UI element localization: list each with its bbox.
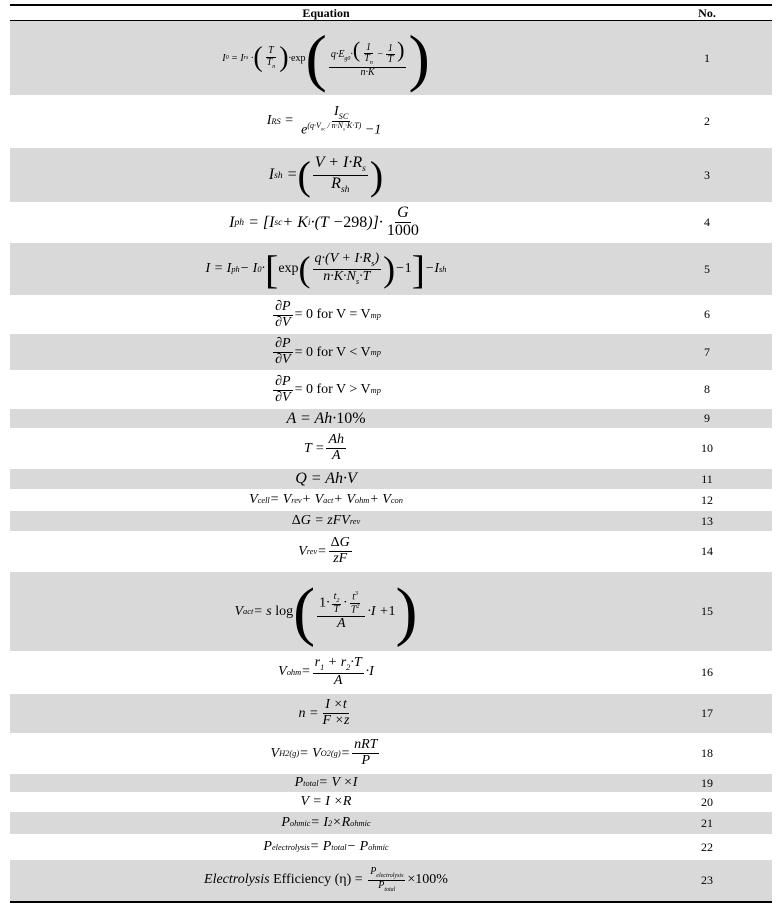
equations-table [10, 4, 772, 903]
equation-12: V cell = V rev + V act + V ohm + V con [10, 490, 642, 511]
table-row [10, 371, 772, 409]
equation-11: Q = Ah·V [10, 469, 642, 490]
equation-9: A = Ah· 10% [10, 409, 642, 429]
equation-number: 4 [642, 203, 772, 243]
equation-number: 18 [642, 734, 772, 774]
equation-number: 3 [642, 148, 772, 203]
header-equation: Equation [10, 5, 642, 21]
equation-14: V rev = $\frac{\Delta G}{zF}$ [10, 532, 642, 572]
eq7-sub: mp [370, 348, 381, 357]
eq8-sub: mp [370, 385, 381, 395]
equation-number: 16 [642, 652, 772, 694]
equation-number: 2 [642, 96, 772, 148]
table-row [10, 734, 772, 774]
eq23-text: Efficiency [273, 872, 332, 888]
table-row [10, 469, 772, 490]
equation-number: 23 [642, 860, 772, 902]
equation-6: $\frac{\partial P}{\partial V}$ = 0 for V = V mp [10, 296, 642, 334]
table-row [10, 860, 772, 902]
equation-18: V H2(g) = V O2(g) = $\frac{\text{nRT}}{P}$ [10, 734, 642, 774]
equation-2: I RS = $\frac{I_{SC}}{e^{(q\cdot V_{oc} / n\cdot N_s\cdot K\cdot T)} -1}$ [10, 96, 642, 148]
equation-1: I 0 = I rs · ( $\frac{T}{T_n}$ ) · exp ( $q\cdot E_{g0}\cdot$( $\frac{1}{T_n}$ − $\frac{1}{T}$ ) n·K ) [10, 21, 642, 96]
equation-13: Δ G = zFV rev [10, 511, 642, 532]
equation-23: Electrolysis Efficiency (η) = $\frac{P_{electrolysis}}{P_{total}}$ ×100% [10, 860, 642, 902]
table-row [10, 511, 772, 532]
equation-10: T = $\frac{Ah}{A}$ [10, 429, 642, 469]
table-row [10, 243, 772, 296]
table-row [10, 694, 772, 734]
equation-number: 8 [642, 371, 772, 409]
equation-number: 19 [642, 774, 772, 793]
table-row [10, 490, 772, 511]
table-row [10, 793, 772, 812]
equation-number: 20 [642, 793, 772, 812]
eq6-condition: = 0 for V = V [294, 307, 371, 322]
equation-number: 11 [642, 469, 772, 490]
header-no: No. [642, 5, 772, 21]
equation-number: 14 [642, 532, 772, 572]
eq23-percent: ×100% [407, 872, 448, 888]
table-row [10, 296, 772, 334]
equation-19: P total = V ×I [10, 774, 642, 793]
equation-number: 22 [642, 835, 772, 860]
equation-16: V ohm = $\frac{r_1 + r_2\cdot T}{A}$ ·I [10, 652, 642, 694]
eq6-sub: mp [370, 310, 381, 320]
equation-number: 1 [642, 21, 772, 96]
equation-15: V act = s log ( 1· $\frac{t_2}{T}$ · $\frac{t^3}{T^2}$ A ·I + 1 ) [10, 572, 642, 652]
equation-4: I ph = [I sc + K i ·(T − 298 )]· $\frac{G}{1000}$ [10, 203, 642, 243]
table-row [10, 334, 772, 371]
equation-number: 17 [642, 694, 772, 734]
equation-17: n = $\frac{I \times t}{F \times z}$ [10, 694, 642, 734]
table-row [10, 429, 772, 469]
equation-22: P electrolysis = P total − P ohmic [10, 835, 642, 860]
table-row [10, 96, 772, 148]
table-row [10, 572, 772, 652]
equation-3: I sh = ( $\frac{V + I\cdot R_s}{R_{sh}}$ ) [10, 148, 642, 203]
table-row [10, 148, 772, 203]
equation-number: 9 [642, 409, 772, 429]
equation-number: 10 [642, 429, 772, 469]
equation-number: 21 [642, 812, 772, 835]
table-row [10, 203, 772, 243]
equation-number: 7 [642, 334, 772, 371]
table-header-row [10, 5, 772, 21]
equation-8: $\frac{\partial P}{\partial V}$ = 0 for V > V mp [10, 371, 642, 409]
equation-number: 15 [642, 572, 772, 652]
equation-21: P ohmic = I 2 ×R ohmic [10, 812, 642, 835]
equation-number: 12 [642, 490, 772, 511]
table-row [10, 409, 772, 429]
equation-number: 5 [642, 243, 772, 296]
table-row [10, 812, 772, 835]
eq8-condition: = 0 for V > V [294, 382, 371, 397]
eq23-label: Electrolysis [204, 872, 270, 888]
eq7-condition: = 0 for V < V [294, 344, 371, 360]
equation-20: V = I ×R [10, 793, 642, 812]
equation-7: $\frac{\partial P}{\partial V}$ = 0 for V < V mp [10, 334, 642, 371]
equation-number: 13 [642, 511, 772, 532]
equation-number: 6 [642, 296, 772, 334]
equation-5: I = I ph − I 0 · [ exp ( $\frac{q\cdot(V + I\cdot R_s)}{n\cdot K\cdot N_s\cdot T}$ ) − 1 ] −I sh [10, 243, 642, 296]
table-row [10, 21, 772, 96]
table-row [10, 835, 772, 860]
table-row [10, 532, 772, 572]
table-row [10, 652, 772, 694]
table-row [10, 774, 772, 793]
